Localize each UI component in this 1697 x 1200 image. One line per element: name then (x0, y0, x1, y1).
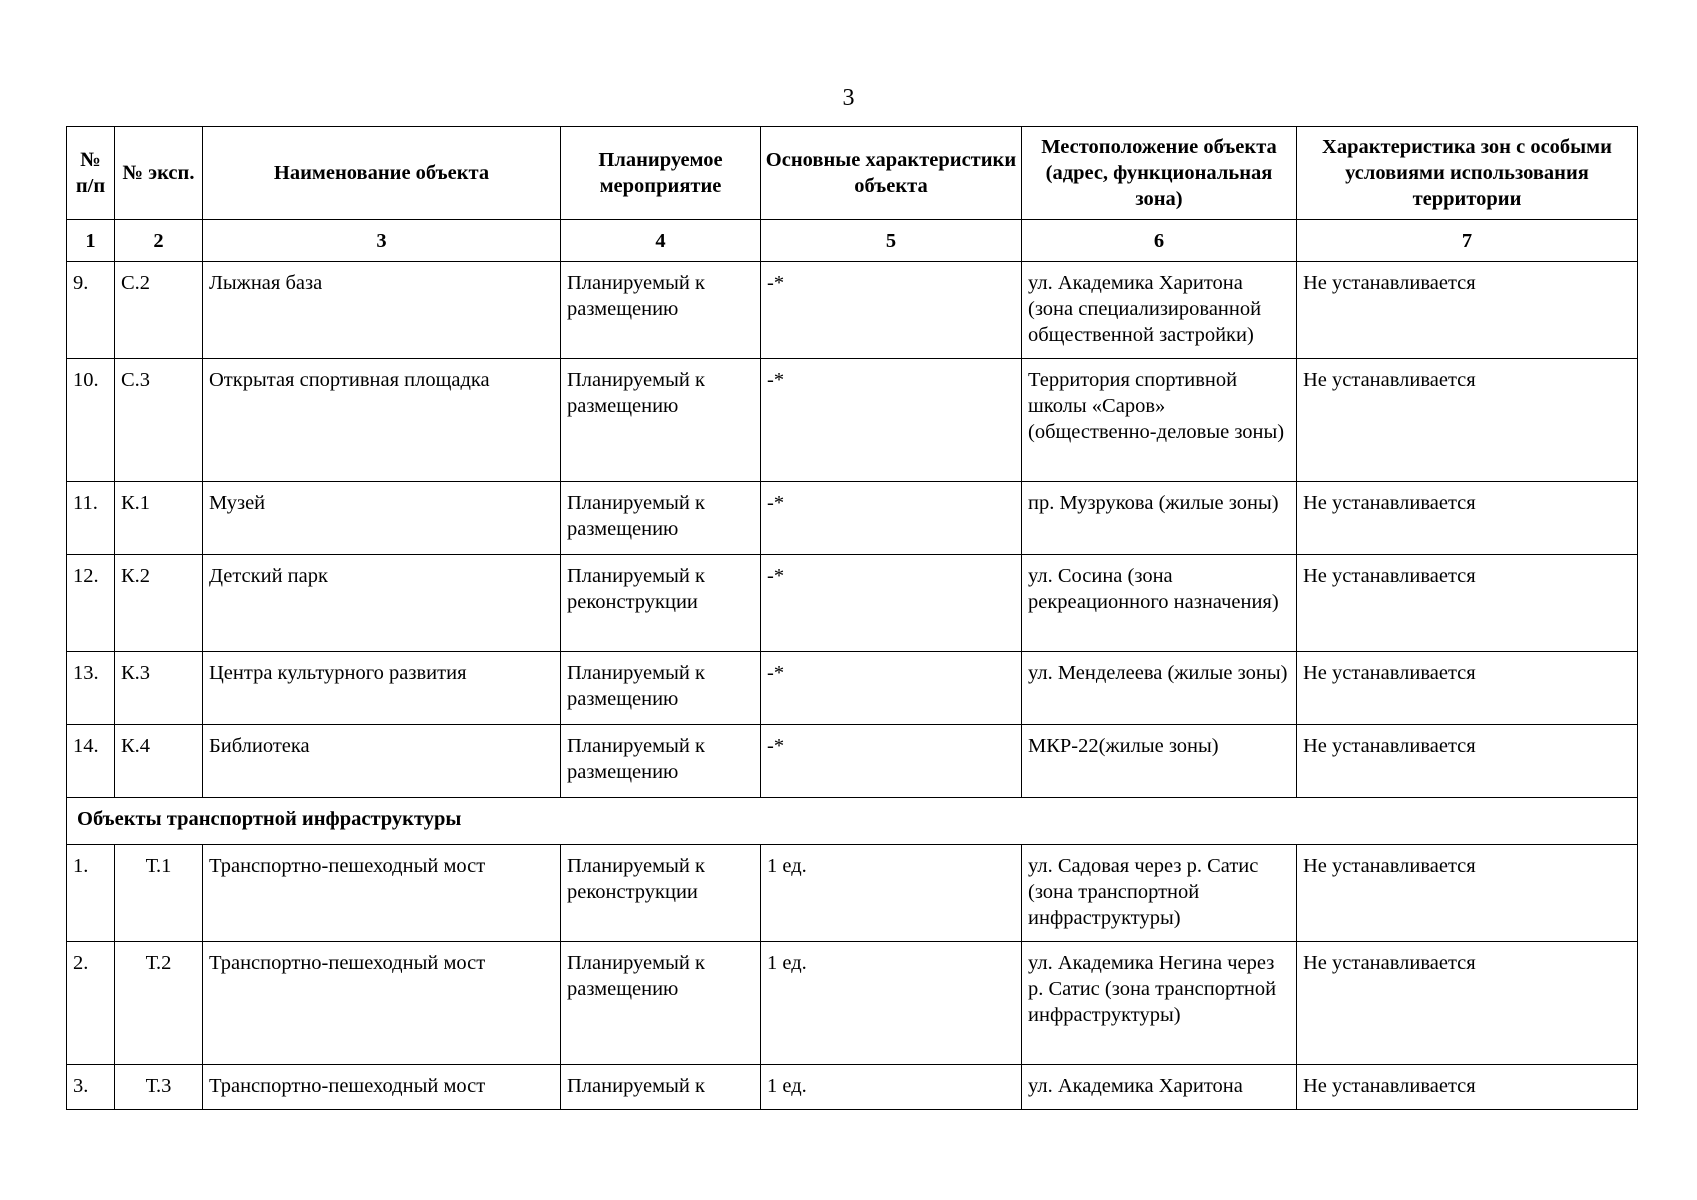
characteristics-cell: -* (761, 262, 1022, 359)
table-row (67, 482, 1638, 555)
characteristics-cell: -* (761, 725, 1022, 798)
page-number: 3 (842, 85, 855, 111)
row-number-cell: 11. (67, 482, 115, 555)
zones-cell: Не устанавливается (1297, 725, 1638, 798)
header-cell: Основные характеристики объекта (761, 127, 1022, 220)
section-title: Объекты транспортной инфраструктуры (67, 798, 1638, 845)
zones-cell: Не устанавливается (1297, 845, 1638, 942)
characteristics-cell: -* (761, 359, 1022, 482)
characteristics-cell: 1 ед. (761, 942, 1022, 1065)
characteristics-cell: -* (761, 555, 1022, 652)
row-number-cell: 2. (67, 942, 115, 1065)
location-cell: ул. Сосина (зона рекреационного назначения) (1022, 555, 1297, 652)
location-cell: МКР-22(жилые зоны) (1022, 725, 1297, 798)
location-cell: ул. Академика Харитона (1022, 1065, 1297, 1110)
zones-cell: Не устанавливается (1297, 652, 1638, 725)
row-number-cell: 3. (67, 1065, 115, 1110)
row-number-cell: 10. (67, 359, 115, 482)
row-number-cell: 9. (67, 262, 115, 359)
section-row (67, 798, 1638, 845)
object-name-cell: Транспортно-пешеходный мост (203, 1065, 561, 1110)
zones-cell: Не устанавливается (1297, 1065, 1638, 1110)
table-row (67, 725, 1638, 798)
table-row (67, 845, 1638, 942)
exp-number-cell: Т.1 (115, 845, 203, 942)
row-number-cell: 13. (67, 652, 115, 725)
zones-cell: Не устанавливается (1297, 942, 1638, 1065)
exp-number-cell: К.1 (115, 482, 203, 555)
object-name-cell: Транспортно-пешеходный мост (203, 942, 561, 1065)
column-number-cell: 4 (561, 220, 761, 262)
row-number-cell: 1. (67, 845, 115, 942)
location-cell: ул. Академика Негина через р. Сатис (зона транспортной инфраструктуры) (1022, 942, 1297, 1065)
object-name-cell: Детский парк (203, 555, 561, 652)
planned-action-cell: Планируемый к размещению (561, 725, 761, 798)
location-cell: ул. Садовая через р. Сатис (зона транспортной инфраструктуры) (1022, 845, 1297, 942)
planned-action-cell: Планируемый к реконструкции (561, 555, 761, 652)
exp-number-cell: К.3 (115, 652, 203, 725)
object-name-cell: Центра культурного развития (203, 652, 561, 725)
exp-number-cell: К.2 (115, 555, 203, 652)
zones-cell: Не устанавливается (1297, 359, 1638, 482)
column-number-cell: 2 (115, 220, 203, 262)
object-name-cell: Библиотека (203, 725, 561, 798)
exp-number-cell: К.4 (115, 725, 203, 798)
characteristics-cell: -* (761, 482, 1022, 555)
characteristics-cell: 1 ед. (761, 1065, 1022, 1110)
planned-action-cell: Планируемый к размещению (561, 262, 761, 359)
table-row (67, 555, 1638, 652)
object-name-cell: Открытая спортивная площадка (203, 359, 561, 482)
object-name-cell: Транспортно-пешеходный мост (203, 845, 561, 942)
table-row (67, 262, 1638, 359)
column-number-cell: 6 (1022, 220, 1297, 262)
planned-action-cell: Планируемый к размещению (561, 359, 761, 482)
object-name-cell: Лыжная база (203, 262, 561, 359)
objects-table (66, 126, 1638, 1110)
characteristics-cell: -* (761, 652, 1022, 725)
location-cell: ул. Академика Харитона (зона специализированной общественной застройки) (1022, 262, 1297, 359)
table-row (67, 359, 1638, 482)
table-row (67, 1065, 1638, 1110)
exp-number-cell: С.2 (115, 262, 203, 359)
column-number-row (67, 220, 1638, 262)
header-cell: Характеристика зон с особыми условиями использования территории (1297, 127, 1638, 220)
planned-action-cell: Планируемый к размещению (561, 942, 761, 1065)
header-cell: № п/п (67, 127, 115, 220)
row-number-cell: 14. (67, 725, 115, 798)
header-cell: Планируемое мероприятие (561, 127, 761, 220)
table-row (67, 942, 1638, 1065)
planned-action-cell: Планируемый к размещению (561, 652, 761, 725)
header-cell: Наименование объекта (203, 127, 561, 220)
column-number-cell: 1 (67, 220, 115, 262)
exp-number-cell: Т.3 (115, 1065, 203, 1110)
location-cell: пр. Музрукова (жилые зоны) (1022, 482, 1297, 555)
column-number-cell: 5 (761, 220, 1022, 262)
column-number-cell: 3 (203, 220, 561, 262)
row-number-cell: 12. (67, 555, 115, 652)
characteristics-cell: 1 ед. (761, 845, 1022, 942)
location-cell: Территория спортивной школы «Саров» (общественно-деловые зоны) (1022, 359, 1297, 482)
object-name-cell: Музей (203, 482, 561, 555)
zones-cell: Не устанавливается (1297, 555, 1638, 652)
header-cell: № эксп. (115, 127, 203, 220)
table-row (67, 652, 1638, 725)
exp-number-cell: С.3 (115, 359, 203, 482)
zones-cell: Не устанавливается (1297, 482, 1638, 555)
planned-action-cell: Планируемый к реконструкции (561, 845, 761, 942)
exp-number-cell: Т.2 (115, 942, 203, 1065)
zones-cell: Не устанавливается (1297, 262, 1638, 359)
table-header-row (67, 127, 1638, 220)
header-cell: Местоположение объекта (адрес, функциональная зона) (1022, 127, 1297, 220)
planned-action-cell: Планируемый к размещению (561, 482, 761, 555)
column-number-cell: 7 (1297, 220, 1638, 262)
location-cell: ул. Менделеева (жилые зоны) (1022, 652, 1297, 725)
planned-action-cell: Планируемый к (561, 1065, 761, 1110)
